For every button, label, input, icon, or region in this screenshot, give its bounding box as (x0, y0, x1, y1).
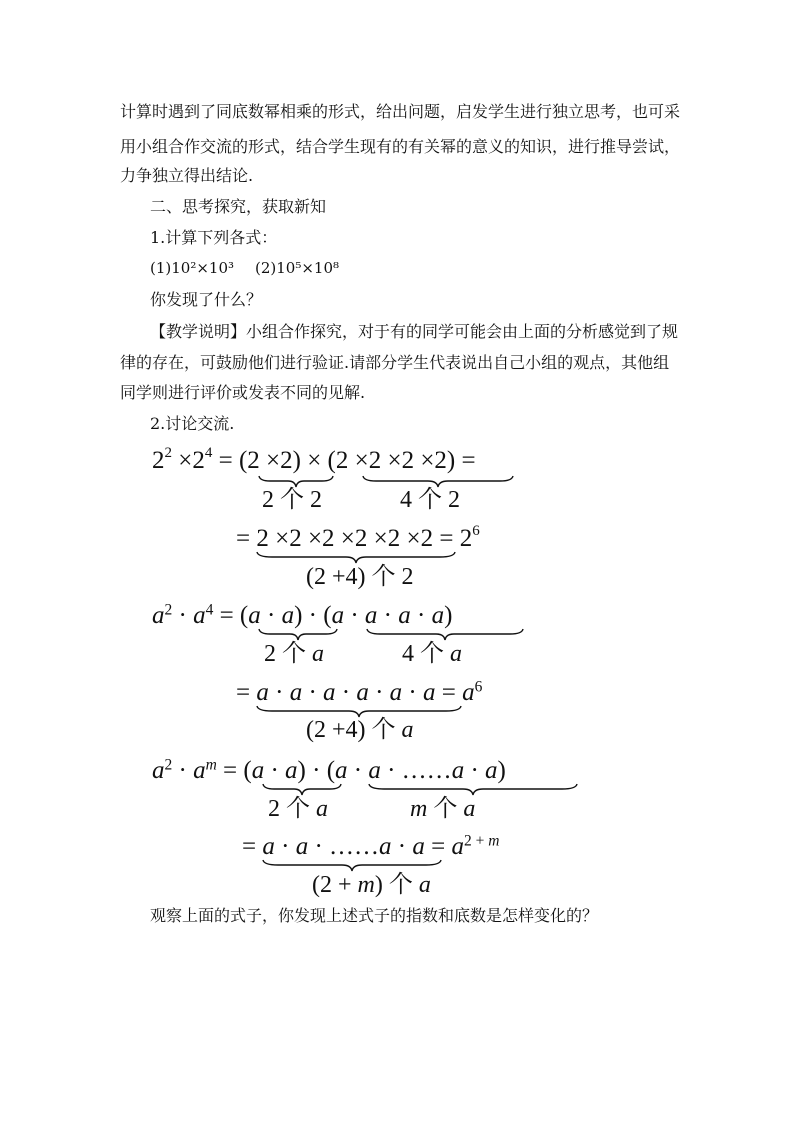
teaching-note-text-1: 小组合作探究，对于有的同学可能会由上面的分析感觉到了规 (246, 322, 679, 341)
underbrace (256, 550, 456, 564)
underbrace (368, 782, 578, 796)
intro-line-1: 计算时遇到了同底数幂相乘的形式，给出问题，启发学生进行独立思考，也可采 (120, 102, 681, 121)
label-four-twos: 4 个 2 (400, 487, 460, 513)
label-two-plus-m-as: (2 + m) 个 a (312, 872, 431, 898)
label-two-plus-four-as: (2 +4) 个 a (306, 717, 414, 743)
label-two-as: 2 个 a (264, 641, 324, 667)
intro-line-2: 用小组合作交流的形式，结合学生现有的有关幂的意义的知识，进行推导尝试， (120, 137, 681, 156)
underbrace (262, 782, 342, 796)
question-1-item-1: (1)10²×10³ (150, 259, 235, 277)
conclusion-question: 观察上面的式子，你发现上述式子的指数和底数是怎样变化的？ (150, 906, 599, 925)
equation-a-squared-times-a-m: $a^2 \cdot a^m = (a \cdot a) \cdot (a \cdot a$ · ……a · a) (152, 756, 506, 784)
question-1-item-2: (2)10⁵×10⁸ (255, 259, 340, 277)
underbrace (258, 627, 338, 641)
equation-product-equals-2-sixth: = $2 \times 2 \times 2 \times 2 \times 2 \times 2 = 2^6$ (236, 522, 480, 552)
teaching-note-line-3: 同学则进行评价或发表不同的见解. (120, 383, 366, 402)
label-two-as-m: 2 个 a (268, 796, 328, 822)
section-heading: 二、思考探究，获取新知 (150, 197, 327, 216)
intro-line-3: 力争独立得出结论. (120, 166, 254, 185)
underbrace (262, 858, 442, 872)
teaching-note-line-2: 律的存在，可鼓励他们进行验证.请部分学生代表说出自己小组的观点，其他组 (120, 353, 670, 372)
equation-2-squared-times-2-fourth: $2^2 \times 2^4 = (2 \times 2) \times (2 \times 2 \times 2 \times 2)$ = (152, 444, 476, 474)
equation-a-squared-times-a-fourth: $a^2 \cdot a^4 = (a \cdot a) \cdot (a \cdot a \cdot a \cdot a)$ (152, 601, 453, 629)
question-1-prompt: 你发现了什么？ (150, 290, 263, 309)
underbrace (366, 627, 524, 641)
label-four-as: 4 个 a (402, 641, 462, 667)
label-m-as: m 个 a (410, 796, 476, 822)
question-2-title: 2.讨论交流. (150, 414, 235, 433)
teaching-note-label: 【教学说明】 (150, 322, 247, 341)
question-1-title: 1.计算下列各式： (150, 228, 278, 247)
teaching-note-line-1 (150, 322, 679, 342)
label-two-plus-four-twos: (2 +4) 个 2 (306, 564, 414, 590)
equation-product-equals-a-sixth: = $a \cdot a \cdot a \cdot a \cdot a \cdot a = a^6$ (236, 678, 483, 706)
label-two-twos: 2 个 2 (262, 487, 322, 513)
equation-product-equals-a-2-plus-m: = a · a · ……a · $a = a^{2 + m}$ (242, 832, 500, 860)
